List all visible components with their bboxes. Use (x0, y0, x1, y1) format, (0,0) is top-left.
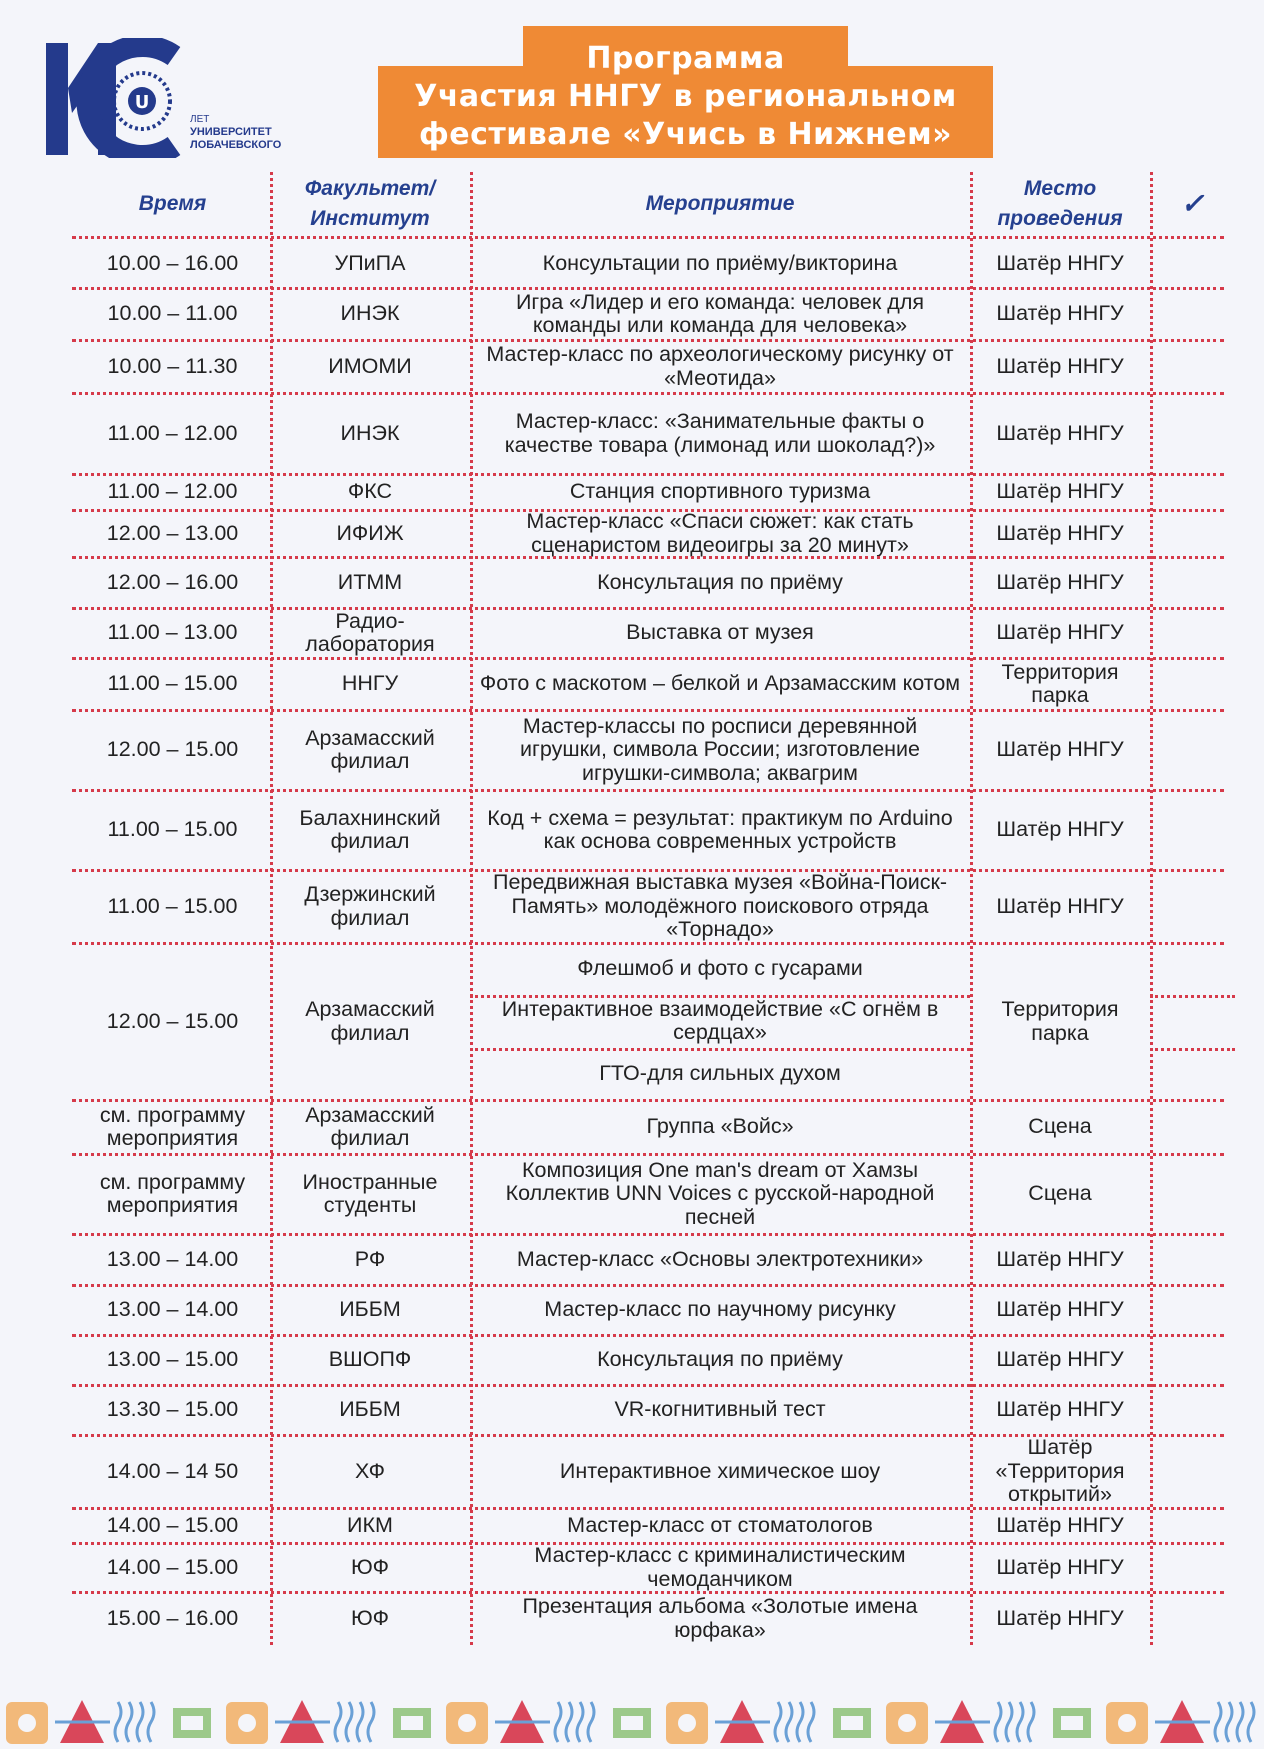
row-faculty: ИББМ (339, 1297, 401, 1322)
row-time: 11.00 – 15.00 (107, 893, 238, 918)
row-place: Шатёр ННГУ (996, 479, 1124, 504)
row-time: 10.00 – 11.00 (107, 301, 238, 326)
row-place: Шатёр ННГУ (996, 1297, 1124, 1322)
row-place: Шатёр ННГУ (996, 520, 1124, 545)
row-event: Игра «Лидер и его команда: человек для команды или команда для человека» (515, 289, 925, 337)
column-header-check: ✓ (1180, 188, 1205, 219)
row-place: Шатёр ННГУ (996, 1246, 1124, 1271)
row-check (1150, 1154, 1235, 1234)
column-header-event: Мероприятие (645, 192, 795, 215)
row-faculty: Балахнинский филиал (299, 805, 441, 853)
row-time: 10.00 – 11.30 (107, 353, 238, 378)
row-faculty: ИББМ (339, 1397, 401, 1422)
row-event: Мастер-класс по археологическому рисунку от «Меотида» (486, 342, 954, 390)
row-event: Композиция One man's dream от Хамзы Коллектив UNN Voices с русской-народной песней (505, 1157, 935, 1229)
row-place: Шатёр ННГУ (996, 569, 1124, 594)
row-event: Мастер-класс «Спаси сюжет: как стать сценаристом видеоигры за 20 минут» (526, 509, 914, 557)
row-event: Консультация по приёму (597, 569, 843, 594)
column-header-time: Время (138, 192, 207, 215)
row-check (1150, 1234, 1235, 1285)
row-check (1150, 1285, 1235, 1335)
row-time: 14.00 – 15.00 (106, 1554, 239, 1579)
row-check (1150, 288, 1235, 340)
table-divider (72, 236, 1224, 239)
row-event: Флешмоб и фото с гусарами (577, 956, 863, 981)
row-faculty: Арзамасский филиал (305, 1102, 435, 1150)
row-event: Фото с маскотом – белкой и Арзамасским котом (479, 671, 961, 696)
row-time: 14.00 – 15.00 (106, 1512, 239, 1537)
row-event: Интерактивное взаимодействие «С огнём в сердцах» (501, 996, 939, 1045)
row-place: Шатёр ННГУ (996, 1397, 1124, 1422)
row-place: Территория парка (1001, 659, 1119, 707)
row-event: Выставка от музея (626, 620, 814, 645)
sub-divider (470, 995, 970, 998)
row-check (1150, 658, 1235, 710)
column-divider (1150, 172, 1153, 1645)
row-check (1150, 1592, 1235, 1645)
row-time: 13.00 – 14.00 (106, 1297, 239, 1322)
row-event: Код + схема = результат: практикум по Arduino как основа современных устройств (487, 805, 953, 853)
row-faculty: УПиПА (334, 251, 406, 276)
row-time: 12.00 – 15.00 (106, 737, 239, 762)
row-faculty: ИФИЖ (336, 520, 404, 545)
row-check (1150, 393, 1235, 474)
row-faculty: ИМОМИ (328, 353, 412, 378)
row-faculty: ХФ (355, 1458, 385, 1483)
row-check (1150, 510, 1235, 557)
row-check (1150, 870, 1235, 943)
column-divider (470, 172, 473, 1645)
row-check (1150, 1508, 1235, 1543)
row-faculty: ННГУ (341, 671, 399, 696)
row-event: Передвижная выставка музея «Война-Поиск-Память» молодёжного поискового отряда «Торнадо» (492, 870, 948, 942)
row-time: см. программу мероприятия (99, 1102, 246, 1150)
row-time: 11.00 – 13.00 (107, 620, 238, 645)
row-check (1150, 710, 1235, 790)
row-faculty: ФКС (347, 479, 393, 504)
row-event: Консультация по приёму (597, 1347, 843, 1372)
row-faculty: ЮФ (350, 1605, 390, 1630)
row-event: Группа «Войс» (646, 1114, 794, 1139)
row-event: Мастер-класс «Основы электротехники» (516, 1246, 924, 1271)
row-time: 10.00 – 16.00 (106, 251, 239, 276)
row-faculty: ИНЭК (340, 420, 400, 445)
row-faculty: ВШОПФ (328, 1347, 412, 1372)
row-event: Мастер-класс по научному рисунку (544, 1297, 896, 1322)
row-faculty: ИНЭК (340, 301, 400, 326)
row-place: Сцена (1028, 1114, 1092, 1139)
row-time: 13.00 – 15.00 (106, 1347, 239, 1372)
row-faculty: РФ (354, 1246, 386, 1271)
row-place: Шатёр ННГУ (996, 620, 1124, 645)
row-check (1150, 557, 1235, 608)
row-faculty: ИТММ (337, 569, 403, 594)
row-event: VR-когнитивный тест (614, 1397, 826, 1422)
row-check (1150, 943, 1235, 1100)
row-place: Шатёр ННГУ (996, 737, 1124, 762)
row-place: Шатёр ННГУ (996, 1554, 1124, 1579)
row-check (1150, 474, 1235, 510)
row-place: Шатёр ННГУ (996, 817, 1124, 842)
row-time: 11.00 – 15.00 (107, 817, 238, 842)
row-event: Консультации по приёму/викторина (542, 251, 898, 276)
row-faculty: ИКМ (347, 1512, 393, 1537)
row-time: 13.00 – 14.00 (106, 1246, 239, 1271)
svg-text:U: U (134, 92, 150, 113)
row-place: Шатёр ННГУ (996, 1605, 1124, 1630)
row-place: Шатёр ННГУ (996, 1347, 1124, 1372)
row-faculty: Дзержинский филиал (304, 882, 436, 930)
row-event: ГТО-для сильных духом (599, 1061, 841, 1086)
row-time: 14.00 – 14 50 (106, 1458, 239, 1483)
row-time: 12.00 – 15.00 (106, 1008, 239, 1033)
row-faculty: Арзамасский филиал (305, 725, 435, 773)
row-time: см. программу мероприятия (99, 1169, 246, 1217)
row-faculty: Арзамасский филиал (305, 997, 435, 1045)
row-event: Мастер-классы по росписи деревянной игрушки, символа России; изготовление игрушки-символа; аквагрим (520, 713, 920, 785)
row-check (1150, 1543, 1235, 1592)
logo-caption: ЛЕТ УНИВЕРСИТЕТ ЛОБАЧЕВСКОГО (190, 114, 282, 151)
row-faculty: Радио-лаборатория (305, 608, 435, 656)
row-check (1150, 240, 1235, 288)
row-check (1150, 1100, 1235, 1154)
row-event: Мастер-класс: «Занимательные факты о качестве товара (лимонад или шоколад?)» (504, 409, 936, 457)
column-divider (970, 172, 973, 1645)
column-header-faculty: Факультет/ Институт (304, 177, 436, 230)
row-place: Сцена (1028, 1181, 1092, 1206)
row-check (1150, 790, 1235, 870)
row-time: 11.00 – 15.00 (107, 671, 238, 696)
row-event: Мастер-класс с криминалистическим чемоданчиком (534, 1543, 906, 1591)
column-header-place: Место проведения (997, 177, 1123, 230)
row-event: Презентация альбома «Золотые имена юрфака» (522, 1594, 918, 1642)
row-place: Шатёр ННГУ (996, 1512, 1124, 1537)
row-place: Шатёр «Территория открытий» (995, 1435, 1125, 1507)
row-event: Интерактивное химическое шоу (559, 1458, 881, 1483)
row-time: 12.00 – 13.00 (106, 520, 239, 545)
row-time: 15.00 – 16.00 (106, 1605, 239, 1630)
row-faculty: Иностранные студенты (302, 1169, 438, 1217)
row-time: 13.30 – 15.00 (106, 1397, 239, 1422)
row-time: 12.00 – 16.00 (106, 569, 239, 594)
row-place: Шатёр ННГУ (996, 420, 1124, 445)
sub-divider (470, 1048, 970, 1051)
row-place: Шатёр ННГУ (996, 353, 1124, 378)
row-event: Мастер-класс от стоматологов (567, 1512, 873, 1537)
row-faculty: ЮФ (350, 1554, 390, 1579)
row-check (1150, 1385, 1235, 1435)
row-check (1150, 340, 1235, 393)
row-place: Шатёр ННГУ (996, 301, 1124, 326)
row-place: Территория парка (1001, 997, 1119, 1045)
row-place: Шатёр ННГУ (996, 251, 1124, 276)
row-check (1150, 1435, 1235, 1508)
page-title: Программа Участия ННГУ в региональном фестивале «Учись в Нижнем» (414, 41, 957, 152)
column-divider (270, 172, 273, 1645)
row-event: Станция спортивного туризма (569, 479, 871, 504)
footer-ornament (0, 1688, 1264, 1749)
row-check (1150, 1335, 1235, 1385)
row-time: 11.00 – 12.00 (107, 420, 238, 445)
row-check (1150, 608, 1235, 658)
row-place: Шатёр ННГУ (996, 893, 1124, 918)
row-time: 11.00 – 12.00 (107, 479, 238, 504)
